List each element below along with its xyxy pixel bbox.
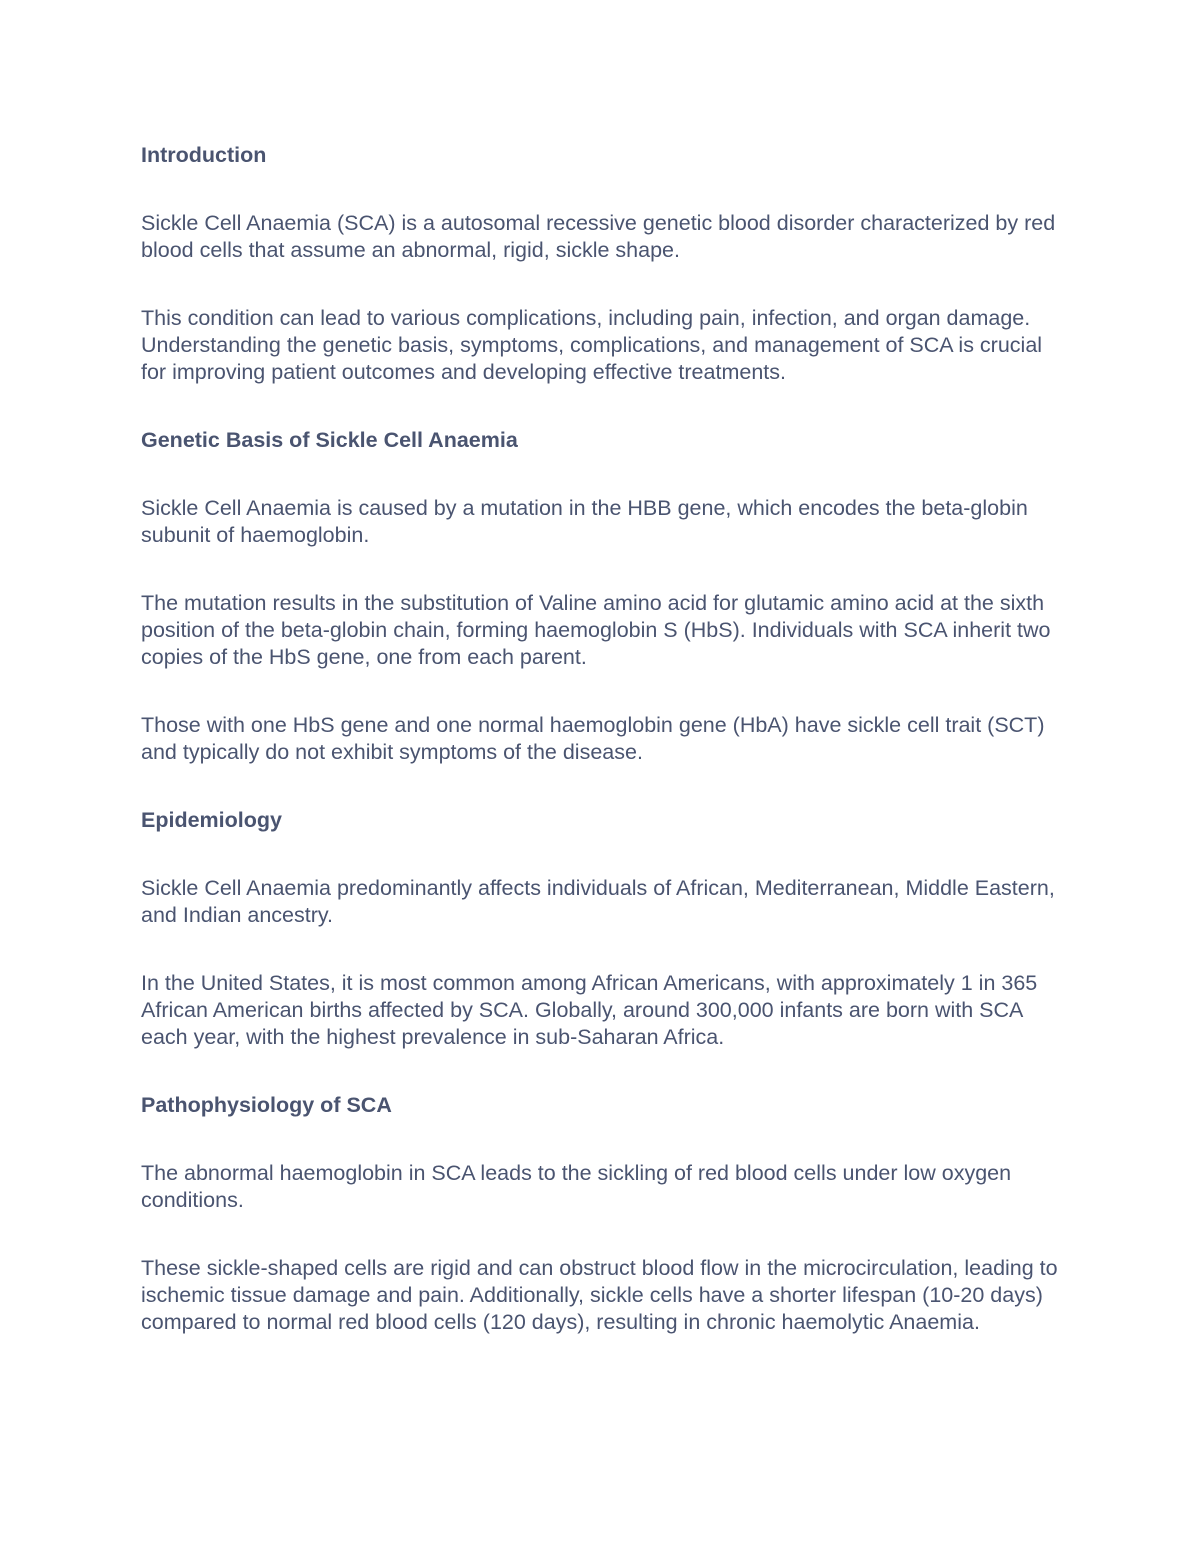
section-heading: Pathophysiology of SCA <box>141 1093 392 1117</box>
paragraph: These sickle-shaped cells are rigid and can obstruct blood flow in the microcirculation, leading to ischemic tissue damage and pain. Additionally, sickle cells have a shorter lifespan (10-20 days) compared to normal red blood cells (120 days), resulting in chronic haemolytic Anaemia. <box>141 1256 1058 1334</box>
section-pathophysiology <box>141 1092 1061 1336</box>
paragraph: This condition can lead to various complications, including pain, infection, and organ damage. Understanding the genetic basis, symptoms, complications, and management of SCA is crucial for improving patient outcomes and developing effective treatments. <box>141 306 1043 384</box>
document-body <box>141 142 1061 1377</box>
paragraph: The abnormal haemoglobin in SCA leads to the sickling of red blood cells under low oxygen conditions. <box>141 1161 1012 1212</box>
paragraph: Those with one HbS gene and one normal haemoglobin gene (HbA) have sickle cell trait (SCT) and typically do not exhibit symptoms of the disease. <box>141 713 1045 764</box>
paragraph: Sickle Cell Anaemia is caused by a mutation in the HBB gene, which encodes the beta-globin subunit of haemoglobin. <box>141 496 1028 547</box>
paragraph: In the United States, it is most common among African Americans, with approximately 1 in 365 African American births affected by SCA. Globally, around 300,000 infants are born with SCA each year, with the highest prevalence in sub-Saharan Africa. <box>141 971 1038 1049</box>
paragraph: Sickle Cell Anaemia predominantly affects individuals of African, Mediterranean, Middle Eastern, and Indian ancestry. <box>141 876 1055 927</box>
section-heading: Genetic Basis of Sickle Cell Anaemia <box>141 428 518 452</box>
section-heading: Epidemiology <box>141 808 282 832</box>
section-genetic-basis <box>141 427 1061 766</box>
paragraph: The mutation results in the substitution of Valine amino acid for glutamic amino acid at the sixth position of the beta-globin chain, forming haemoglobin S (HbS). Individuals with SCA inherit two copies of the HbS gene, one from each parent. <box>141 591 1051 669</box>
section-heading: Introduction <box>141 143 267 167</box>
section-introduction <box>141 142 1061 386</box>
paragraph: Sickle Cell Anaemia (SCA) is a autosomal recessive genetic blood disorder characterized by red blood cells that assume an abnormal, rigid, sickle shape. <box>141 211 1056 262</box>
section-epidemiology <box>141 807 1061 1051</box>
